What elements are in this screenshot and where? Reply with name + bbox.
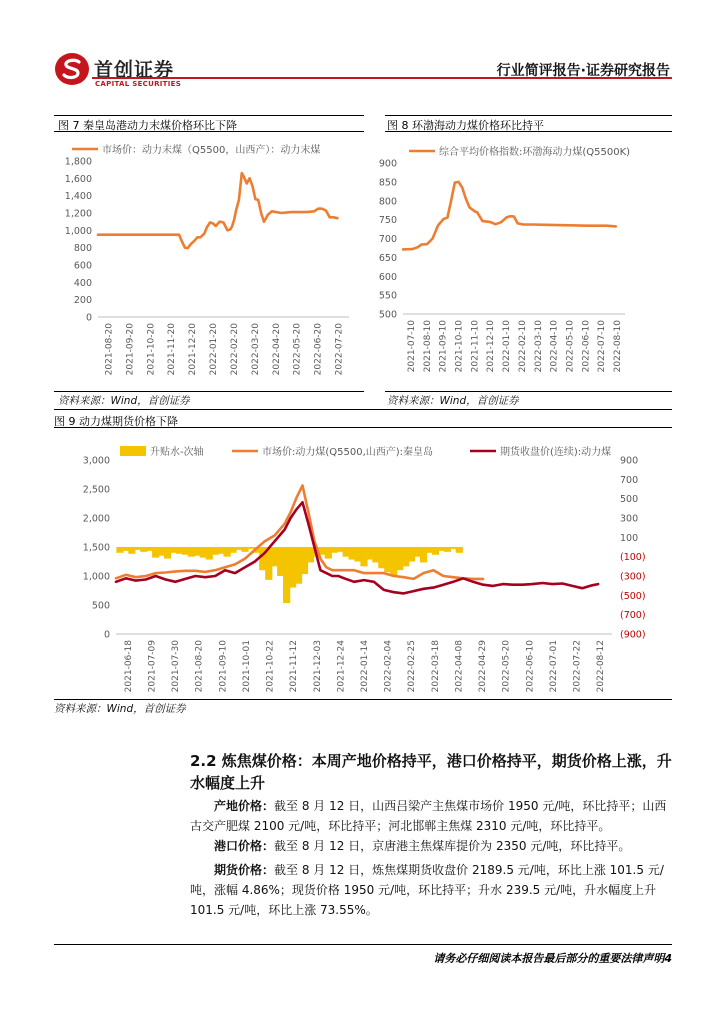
y-tick-label: 2,500: [82, 484, 110, 496]
x-tick-label: 2022-04-20: [271, 323, 282, 376]
x-tick-label: 2021-12-03: [312, 640, 323, 693]
y-tick-label: 200: [73, 295, 92, 307]
paragraph-origin-price: [190, 796, 672, 836]
x-tick-label: 2021-12-20: [188, 323, 199, 376]
x-tick-label: 2022-01-14: [360, 640, 370, 693]
x-tick-label: 2022-04-29: [478, 640, 489, 693]
y-tick-label: 700: [378, 234, 397, 245]
y2-tick-label: (900): [620, 629, 646, 641]
y-tick-label: 1,600: [64, 173, 92, 185]
x-tick-label: 2021-12-10: [486, 320, 497, 373]
x-tick-label: 2022-01-20: [209, 323, 220, 376]
series-line-0: [98, 173, 337, 248]
y-tick-label: 1,400: [64, 191, 92, 203]
y-tick-label: 850: [378, 177, 397, 189]
y2-tick-label: 500: [620, 494, 639, 506]
x-tick-label: 2022-04-10: [549, 320, 560, 373]
x-tick-label: 2021-06-18: [123, 640, 134, 693]
x-tick-label: 2022-05-10: [565, 320, 576, 373]
x-tick-label: 2021-08-10: [422, 320, 433, 373]
y-tick-label: 600: [378, 271, 397, 283]
premium-bar: [456, 547, 463, 553]
x-tick-label: 2022-07-20: [334, 323, 345, 376]
x-tick-label: 2022-03-10: [533, 320, 544, 373]
y2-tick-label: (700): [620, 610, 646, 622]
x-tick-label: 2022-02-20: [229, 323, 240, 376]
x-tick-label: 2021-07-10: [406, 320, 417, 373]
x-tick-label: 2022-03-20: [250, 323, 261, 376]
footer-divider: [54, 944, 672, 945]
paragraph-label: 期货价格：: [214, 863, 275, 877]
x-tick-label: 2021-11-10: [470, 320, 481, 373]
x-tick-label: 2022-01-10: [502, 320, 513, 373]
y-tick-label: 1,500: [82, 542, 110, 554]
fig8-source: 资料来源：Wind，首创证券: [387, 395, 519, 407]
x-tick-label: 2022-06-10: [525, 640, 536, 693]
x-tick-label: 2021-07-30: [171, 640, 182, 693]
y2-tick-label: (100): [620, 552, 646, 564]
paragraph-text: 截至 8 月 12 日，山西吕梁产主焦煤市场价 1950 元/吨，环比持平；山西古交产肥煤 2100 元/吨，环比持平；河北邯郸主焦煤 2310 元/吨，环比持平。: [190, 799, 667, 833]
x-tick-label: 2021-10-22: [265, 640, 276, 693]
fig9-source-rule: [54, 699, 672, 700]
legend-label: 市场价：动力末煤（Q5500，山西产）：动力末煤: [102, 145, 321, 156]
fig8-caption-rule-top: [385, 115, 672, 116]
fig8-caption-rule-bottom: [385, 131, 672, 132]
legend-label: 综合平均价格指数:环渤海动力煤(Q5500K): [439, 147, 631, 158]
y-tick-label: 1,800: [64, 156, 92, 168]
y2-tick-label: 700: [620, 474, 639, 486]
x-tick-label: 2021-09-20: [125, 323, 136, 376]
x-tick-label: 2022-05-20: [292, 323, 303, 376]
fig9-caption-rule-bottom: [54, 427, 672, 428]
y2-tick-label: 300: [620, 513, 639, 525]
fig8-chart: [378, 133, 672, 390]
x-tick-label: 2022-02-25: [407, 640, 418, 693]
fig7-source: 资料来源：Wind，首创证券: [58, 395, 190, 407]
series-line-0: [403, 182, 616, 250]
legend-swatch: [120, 446, 146, 456]
legend-label: 升贴水-次轴: [150, 447, 204, 458]
paragraph-label: 港口价格：: [214, 839, 275, 853]
x-tick-label: 2021-09-10: [218, 640, 229, 693]
x-tick-label: 2021-11-20: [167, 323, 178, 376]
report-type: 行业简评报告·证券研究报告: [496, 63, 670, 79]
fig9-chart: [54, 432, 672, 698]
y2-tick-label: 900: [620, 455, 639, 467]
paragraph-text: 截至 8 月 12 日，京唐港主焦煤库提价为 2350 元/吨，环比持平。: [274, 839, 631, 853]
header-divider: [92, 77, 672, 79]
y2-tick-label: 100: [620, 532, 639, 544]
x-tick-label: 2022-08-12: [596, 640, 607, 693]
x-tick-label: 2022-07-01: [548, 640, 559, 693]
paragraph-futures-price: [190, 860, 672, 920]
fig7-caption: 图 7 秦皇岛港动力末煤价格环比下降: [58, 119, 237, 132]
fig7-caption-rule-top: [54, 115, 364, 116]
y-tick-label: 1,200: [64, 208, 92, 220]
fig8-caption: 图 8 环渤海动力煤价格环比持平: [387, 119, 544, 132]
fig7-caption-rule-bottom: [54, 131, 364, 132]
x-tick-label: 2022-05-20: [501, 640, 512, 693]
y-tick-label: 3,000: [82, 455, 110, 467]
y-tick-label: 650: [378, 252, 397, 264]
x-tick-label: 2021-08-20: [194, 640, 205, 693]
x-tick-label: 2022-08-10: [613, 320, 624, 373]
y-tick-label: 1,000: [82, 571, 110, 583]
footer-disclaimer: 请务必仔细阅读本报告最后部分的重要法律声明4: [433, 952, 672, 965]
x-tick-label: 2022-06-10: [581, 320, 592, 373]
fig9-caption-rule-top: [54, 409, 672, 410]
x-tick-label: 2021-12-24: [336, 640, 347, 693]
y-tick-label: 2,000: [82, 513, 110, 525]
brand-name-en: CAPITAL SECURITIES: [95, 80, 182, 88]
x-tick-label: 2022-02-04: [383, 640, 394, 693]
y-tick-label: 750: [378, 215, 397, 227]
fig9-source: 资料来源：Wind，首创证券: [54, 703, 186, 715]
y-tick-label: 900: [378, 158, 397, 170]
x-tick-label: 2021-08-20: [104, 323, 115, 376]
y-tick-label: 0: [85, 312, 92, 324]
x-tick-label: 2021-10-01: [241, 640, 252, 693]
brand-name: 首创证券: [94, 59, 175, 81]
y-tick-label: 600: [73, 260, 92, 272]
fig7-chart: [54, 133, 364, 390]
paragraph-port-price: [190, 836, 672, 856]
paragraph-label: 产地价格：: [214, 799, 275, 813]
fig9-caption: 图 9 动力煤期货价格下降: [54, 415, 178, 428]
y2-tick-label: (300): [620, 571, 646, 583]
y-tick-label: 500: [378, 309, 397, 321]
x-tick-label: 2021-07-09: [147, 640, 158, 693]
paragraph-text: 截至 8 月 12 日，炼焦煤期货收盘价 2189.5 元/吨，环比上涨 101.5 元/吨，涨幅 4.86%；现货价格 1950 元/吨，环比持平；升水 239.5 元/吨，升水幅度上升 101.5 元/吨，环比上涨 73.55%。: [190, 863, 664, 917]
x-tick-label: 2022-07-10: [597, 320, 608, 373]
y-tick-label: 800: [73, 243, 92, 255]
brand-logo-icon: [54, 52, 90, 86]
x-tick-label: 2022-04-08: [454, 640, 465, 693]
x-tick-label: 2021-10-10: [454, 320, 465, 373]
x-tick-label: 2022-03-18: [430, 640, 441, 693]
y-tick-label: 550: [378, 290, 397, 302]
y-tick-label: 800: [378, 196, 397, 208]
x-tick-label: 2021-11-12: [289, 640, 300, 693]
x-tick-label: 2022-07-22: [572, 640, 583, 693]
legend-label: 期货收盘价(连续):动力煤: [500, 447, 612, 458]
legend-label: 市场价:动力煤(Q5500,山西产):秦皇岛: [262, 447, 434, 458]
y-tick-label: 400: [73, 277, 92, 289]
fig8-source-rule: [385, 391, 672, 392]
fig7-source-rule: [54, 391, 364, 392]
x-tick-label: 2021-10-20: [146, 323, 157, 376]
x-tick-label: 2021-09-10: [438, 320, 449, 373]
y-tick-label: 500: [91, 600, 110, 612]
x-tick-label: 2022-06-20: [313, 323, 324, 376]
section-heading: 2.2 炼焦煤价格：本周产地价格持平，港口价格持平，期货价格上涨，升水幅度上升: [190, 752, 672, 792]
x-tick-label: 2022-02-10: [517, 320, 528, 373]
y-tick-label: 1,000: [64, 225, 92, 237]
y2-tick-label: (500): [620, 590, 646, 602]
y-tick-label: 0: [103, 629, 110, 641]
